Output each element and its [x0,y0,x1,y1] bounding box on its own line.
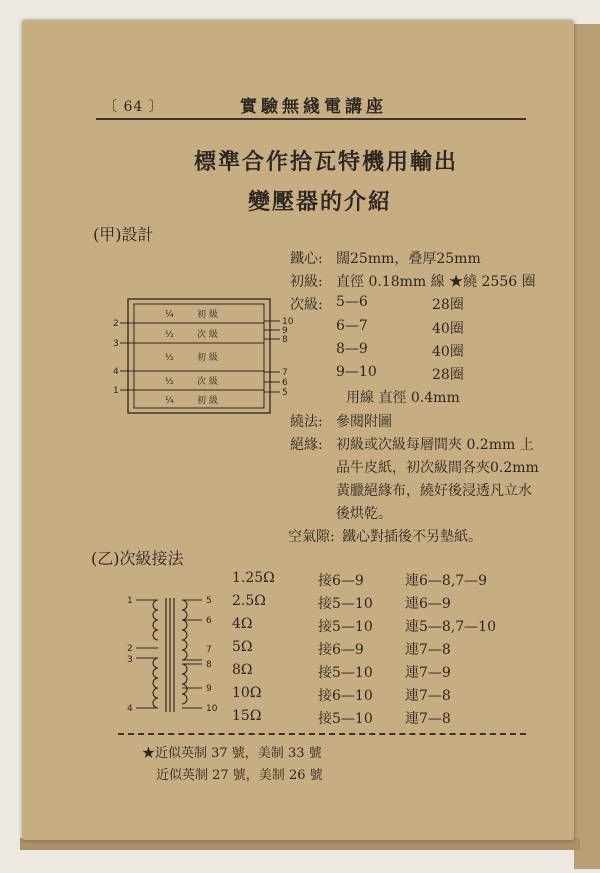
footnote-1: ★近似英制 37 號，美制 33 號 [142,746,322,761]
diagram-b-terminal-8: 8 [206,660,212,670]
impedance-2: 2.5Ω [232,593,266,609]
diagram-a-terminal-10: 10 [282,317,294,327]
secondary-taps-4: 9—10 [336,364,377,380]
layer-4-name: 次 級 [197,377,218,387]
diagram-a-terminal-4: 4 [113,367,119,377]
secondary-wire: 用線 直徑 0.4mm [346,390,460,406]
footnote-2: 近似英制 27 號，美制 26 號 [156,768,323,783]
diagram-b-terminal-1: 1 [127,596,133,606]
layer-4-frac: ½ [165,377,174,387]
connect-6: 接6—10 [318,688,373,704]
diagram-b-terminal-9: 9 [206,684,212,694]
page-number: 〔 64 〕 [103,99,164,115]
core-value: 闊25mm，叠厚25mm [336,251,481,267]
secondary-turns-4: 28圈 [432,367,464,383]
link-5: 連7—9 [405,665,451,681]
diagram-b-terminal-5: 5 [206,596,212,606]
connect-2: 接5—10 [318,596,373,612]
layer-1-frac: ¼ [165,310,174,320]
insulation-line-4: 後烘乾。 [336,506,392,522]
impedance-7: 15Ω [232,708,262,724]
winding-layer-diagram [112,296,294,416]
diagram-a-terminal-1: 1 [113,386,119,396]
link-6: 連7—8 [405,688,451,704]
link-3: 連5—8,7—10 [405,619,496,635]
diagram-a-terminal-6: 6 [282,378,288,388]
impedance-3: 4Ω [232,616,253,632]
article-title-line2: 變壓器的介紹 [248,189,393,215]
airgap-value: 鐵心對插後不另墊紙。 [342,529,482,545]
footnote-rule [118,733,526,735]
article-title-line1: 標準合作拾瓦特機用輸出 [194,149,459,175]
layer-5-name: 初 級 [197,396,218,406]
next-page-edge [574,24,600,869]
header-rule [96,118,526,120]
transformer-schematic [126,590,226,720]
diagram-b-terminal-3: 3 [127,655,133,665]
impedance-5: 8Ω [232,662,253,678]
diagram-a-terminal-8: 8 [282,335,288,345]
secondary-turns-1: 28圈 [432,297,464,313]
diagram-b-terminal-10: 10 [206,704,218,714]
layer-3-frac: ½ [165,353,174,363]
connect-1: 接6—9 [318,573,364,589]
diagram-a-terminal-5: 5 [282,388,288,398]
winding-value: 參閱附圖 [336,414,392,430]
connect-4: 接6—9 [318,642,364,658]
link-2: 連6—9 [405,596,451,612]
link-1: 連6—8,7—9 [405,573,488,589]
impedance-4: 5Ω [232,639,253,655]
diagram-a-terminal-9: 9 [282,326,288,336]
series-title: 實驗無綫電講座 [240,97,387,117]
airgap-label: 空氣隙: [288,529,335,545]
section-b-heading: (乙)次級接法 [91,549,184,568]
connect-3: 接5—10 [318,619,373,635]
connect-7: 接5—10 [318,711,373,727]
insulation-line-2: 品牛皮紙，初次級間各夾0.2mm [336,460,539,476]
connect-5: 接5—10 [318,665,373,681]
layer-3-name: 初 級 [197,353,218,363]
link-7: 連7—8 [405,711,451,727]
diagram-b-terminal-6: 6 [206,616,212,626]
layer-1-name: 初 級 [197,310,218,320]
primary-value: 直徑 0.18mm 線 ★繞 2556 圈 [336,274,536,290]
secondary-turns-2: 40圈 [432,321,464,337]
secondary-taps-2: 6—7 [336,318,368,334]
diagram-b-terminal-2: 2 [127,644,133,654]
diagram-a-terminal-7: 7 [282,368,288,378]
diagram-b-terminal-7: 7 [206,645,212,655]
diagram-a-terminal-3: 3 [113,339,119,349]
primary-label: 初級: [290,274,323,290]
layer-2-name: 次 級 [197,330,218,340]
layer-2-frac: ½ [165,330,174,340]
impedance-1: 1.25Ω [232,570,275,586]
insulation-line-1: 初級或次級每層間夾 0.2mm 上 [336,437,534,453]
layer-5-frac: ¼ [165,396,174,406]
link-4: 連7—8 [405,642,451,658]
diagram-b-terminal-4: 4 [127,704,133,714]
secondary-label: 次級: [290,297,323,313]
impedance-6: 10Ω [232,685,262,701]
section-a-heading: (甲)設計 [93,225,154,244]
secondary-taps-3: 8—9 [336,341,368,357]
diagram-a-terminal-2: 2 [113,319,119,329]
winding-label: 繞法: [290,414,323,430]
insulation-label: 絕緣: [290,437,323,453]
insulation-line-3: 黃臘絕緣布，繞好後浸透凡立水 [336,483,532,499]
secondary-taps-1: 5—6 [336,294,368,310]
secondary-turns-3: 40圈 [432,344,464,360]
core-label: 鐵心: [290,251,323,267]
